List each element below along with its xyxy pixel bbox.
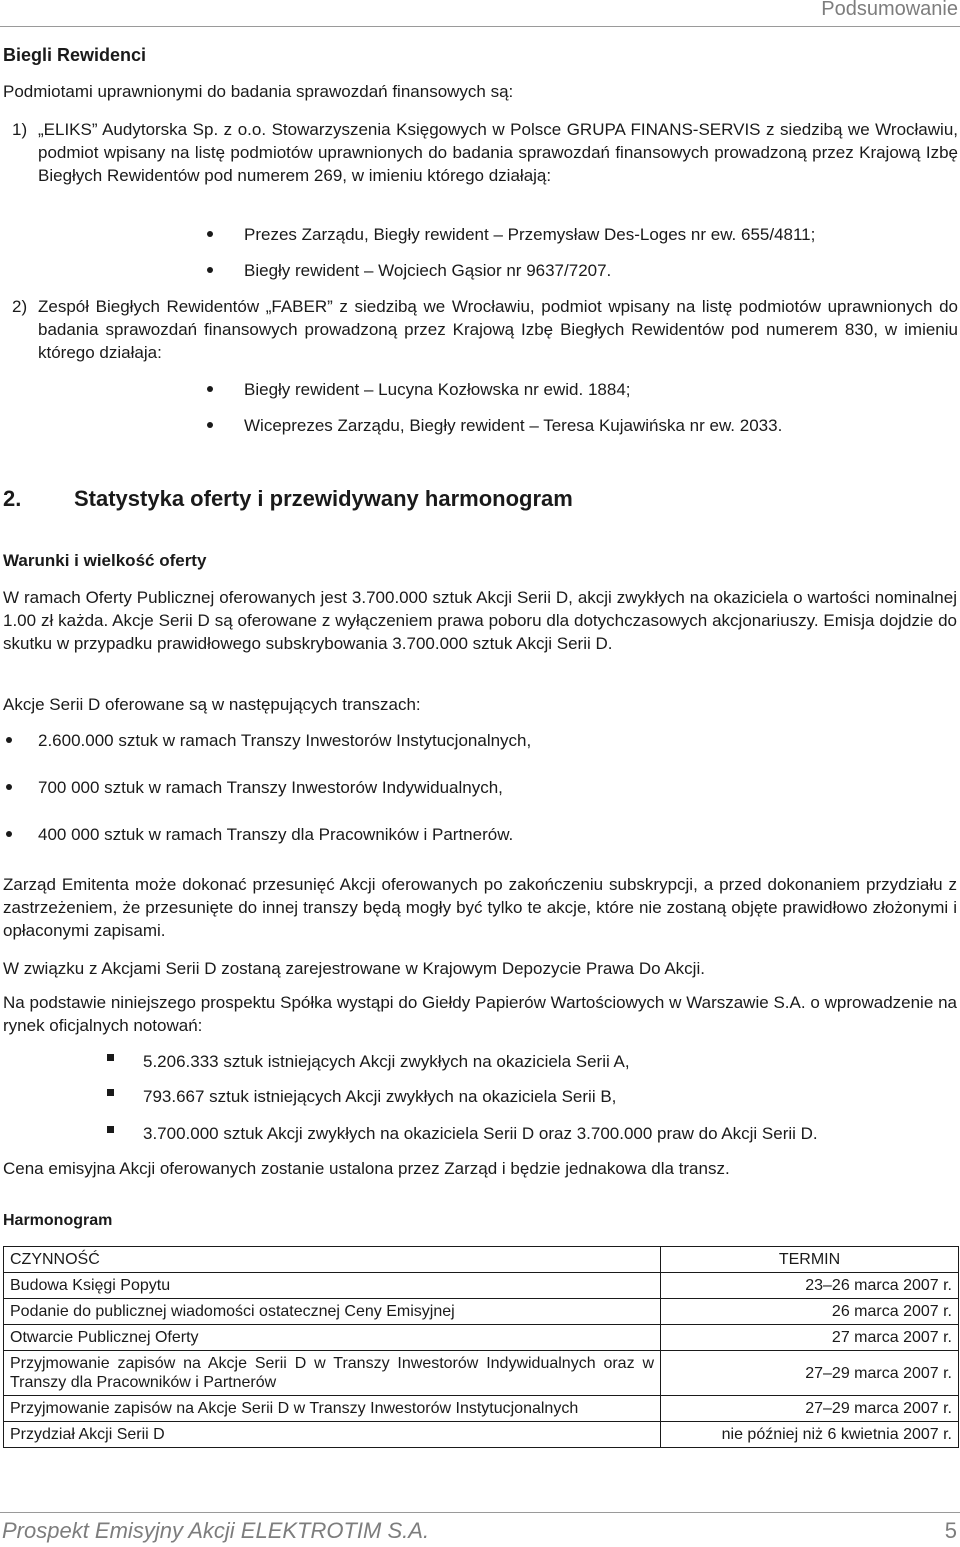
table-row <box>4 1351 959 1396</box>
table-row <box>4 1299 959 1325</box>
offer-paragraph-1: W ramach Oferty Publicznej oferowanych jest 3.700.000 sztuk Akcji Serii D, akcji zwykłych na okaziciela o wartości nominalnej 1.00 zł każda. Akcje Serii D są oferowane z wyłączeniem prawa poboru dla dotychczasowych akcjonariuszy. Emisja dojdzie do skutku w przypadku prawidłowego subskrybowania 3.700.000 sztuk Akcji Serii D. <box>3 588 957 653</box>
item2-person-2: Wiceprezes Zarządu, Biegły rewident – Teresa Kujawińska nr ew. 2033. <box>244 416 783 435</box>
schedule-table <box>3 1246 959 1448</box>
schedule-term: 27–29 marca 2007 r. <box>661 1351 959 1396</box>
item1-person-2: Biegły rewident – Wojciech Gąsior nr 9637/7207. <box>244 261 612 280</box>
bullet-icon <box>207 422 213 428</box>
tranche-2: 700 000 sztuk w ramach Transzy Inwestorów Indywidualnych, <box>38 778 503 797</box>
bullet-square-icon <box>107 1054 114 1061</box>
schedule-term: 26 marca 2007 r. <box>661 1299 959 1325</box>
table-row <box>4 1325 959 1351</box>
bullet-icon <box>207 231 213 237</box>
bullet-icon <box>6 737 12 743</box>
bullet-icon <box>207 386 213 392</box>
schedule-header-row <box>4 1247 959 1273</box>
schedule-activity: Podanie do publicznej wiadomości ostatecznej Ceny Emisyjnej <box>4 1299 661 1325</box>
schedule-col-term: TERMIN <box>661 1247 959 1273</box>
schedule-col-activity: CZYNNOŚĆ <box>4 1247 661 1273</box>
table-row <box>4 1396 959 1422</box>
section-title: Statystyka oferty i przewidywany harmonogram <box>74 486 573 511</box>
item1-person-1: Prezes Zarządu, Biegły rewident – Przemysław Des-Loges nr ew. 655/4811; <box>244 225 816 244</box>
offer-paragraph-4: W związku z Akcjami Serii D zostaną zarejestrowane w Krajowym Depozycie Prawa Do Akcji. <box>3 959 705 978</box>
bullet-icon <box>207 267 213 273</box>
tranche-1: 2.600.000 sztuk w ramach Transzy Inwestorów Instytucjonalnych, <box>38 731 532 750</box>
footer-divider <box>0 1512 960 1513</box>
item1-text: „ELIKS” Audytorska Sp. z o.o. Stowarzyszenia Księgowych w Polsce GRUPA FINANS-SERVIS z siedzibą we Wrocławiu, podmiot wpisany na listę podmiotów uprawnionych do badania sprawozdań finansowych prowadzoną przez Krajową Izbę Biegłych Rewidentów pod numerem 269, w imieniu którego działają: <box>38 120 958 185</box>
offer-paragraph-3: Zarząd Emitenta może dokonać przesunięć Akcji oferowanych po zakończeniu subskrypcji, a przed dokonaniem przydziału z zastrzeżeniem, że przesunięte do innej transzy będą mogły być tylko te akcje, które nie zostaną objęte prawidłowo złożonymi i opłaconymi zapisami. <box>3 875 957 940</box>
section-number: 2. <box>3 486 22 511</box>
header-divider <box>0 26 960 27</box>
bullet-icon <box>6 784 12 790</box>
item2-text: Zespół Biegłych Rewidentów „FABER” z siedzibą we Wrocławiu, podmiot wpisany na listę podmiotów uprawnionych do badania sprawozdań finansowych prowadzoną przez Krajową Izbę Biegłych Rewidentów pod numerem 830, w imieniu którego działaja: <box>38 297 958 362</box>
schedule-activity: Przydział Akcji Serii D <box>4 1422 661 1448</box>
item2-number: 2) <box>12 297 28 316</box>
item1-number: 1) <box>12 120 28 139</box>
bullet-icon <box>6 831 12 837</box>
header-title: Podsumowanie <box>821 0 958 20</box>
schedule-term: nie później niż 6 kwietnia 2007 r. <box>661 1422 959 1448</box>
schedule-activity: Przyjmowanie zapisów na Akcje Serii D w Transzy Inwestorów Instytucjonalnych <box>4 1396 661 1422</box>
schedule-heading: Harmonogram <box>3 1212 113 1229</box>
tranche-3: 400 000 sztuk w ramach Transzy dla Pracowników i Partnerów. <box>38 825 514 844</box>
listing-1: 5.206.333 sztuk istniejących Akcji zwykłych na okaziciela Serii A, <box>143 1052 630 1071</box>
page-number: 5 <box>944 1518 957 1543</box>
bullet-square-icon <box>107 1089 114 1096</box>
offer-paragraph-2: Akcje Serii D oferowane są w następujących transzach: <box>3 695 421 714</box>
footer-title: Prospekt Emisyjny Akcji ELEKTROTIM S.A. <box>2 1518 430 1543</box>
schedule-activity: Budowa Księgi Popytu <box>4 1273 661 1299</box>
schedule-activity: Przyjmowanie zapisów na Akcje Serii D w Transzy Inwestorów Indywidualnych oraz w Transzy dla Pracowników i Partnerów <box>4 1351 661 1396</box>
schedule-term: 27–29 marca 2007 r. <box>661 1396 959 1422</box>
bullet-square-icon <box>107 1126 114 1133</box>
offer-paragraph-5: Na podstawie niniejszego prospektu Spółka wystąpi do Giełdy Papierów Wartościowych w Warszawie S.A. o wprowadzenie na rynek oficjalnych notowań: <box>3 993 957 1035</box>
schedule-activity: Otwarcie Publicznej Oferty <box>4 1325 661 1351</box>
listing-3: 3.700.000 sztuk Akcji zwykłych na okaziciela Serii D oraz 3.700.000 praw do Akcji Serii D. <box>143 1124 818 1143</box>
table-row <box>4 1273 959 1299</box>
table-row <box>4 1422 959 1448</box>
listing-2: 793.667 sztuk istniejących Akcji zwykłych na okaziciela Serii B, <box>143 1087 617 1106</box>
schedule-term: 23–26 marca 2007 r. <box>661 1273 959 1299</box>
auditors-intro: Podmiotami uprawnionymi do badania sprawozdań finansowych są: <box>3 82 514 101</box>
auditors-heading: Biegli Rewidenci <box>3 45 147 65</box>
offer-paragraph-6: Cena emisyjna Akcji oferowanych zostanie ustalona przez Zarząd i będzie jednakowa dla transz. <box>3 1159 730 1178</box>
offer-subheading: Warunki i wielkość oferty <box>3 551 207 570</box>
schedule-term: 27 marca 2007 r. <box>661 1325 959 1351</box>
item2-person-1: Biegły rewident – Lucyna Kozłowska nr ewid. 1884; <box>244 380 631 399</box>
